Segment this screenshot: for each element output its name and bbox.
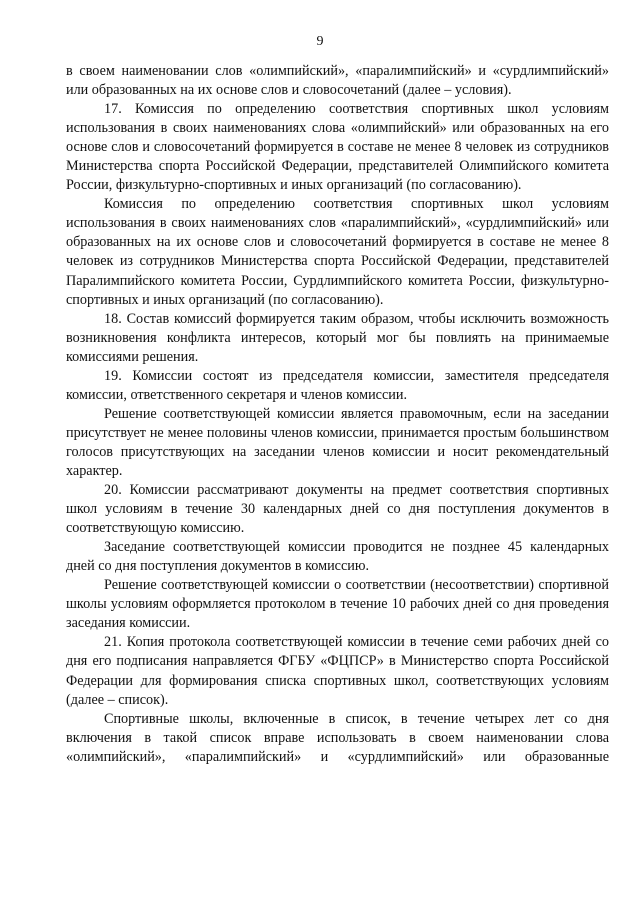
document-body xyxy=(66,62,609,767)
paragraph-4: 18. Состав комиссий формируется таким образом, чтобы исключить возможность возникновения конфликта интересов, который мог бы повлиять на принимаемые комиссиями решения. xyxy=(66,310,609,365)
paragraph-2: 17. Комиссия по определению соответствия спортивных школ условиям использования в своих наименованиях слова «олимпийский» или образованных на его основе слов и словосочетаний формируется в составе не менее 8 человек из сотрудников Министерства спорта Российской Федерации, представителей Олимпийского комитета России, физкультурно-спортивных и иных организаций (по согласованию). xyxy=(66,101,609,194)
paragraph-7: 20. Комиссии рассматривают документы на предмет соответствия спортивных школ условиям в течение 30 календарных дней со дня поступления документов в соответствующую комиссию. xyxy=(66,482,609,537)
paragraph-10: 21. Копия протокола соответствующей комиссии в течение семи рабочих дней со дня его подписания направляется ФГБУ «ФЦПСР» в Министерство спорта Российской Федерации для формирования списка спортивных школ, соответствующих условиям (далее – список). xyxy=(66,634,609,708)
paragraph-6: Решение соответствующей комиссии является правомочным, если на заседании присутствует не менее половины членов комиссии, принимается простым большинством голосов присутствующих на заседании членов комиссии и носит рекомендательный характер. xyxy=(66,405,609,479)
paragraph-5: 19. Комиссии состоят из председателя комиссии, заместителя председателя комиссии, ответственного секретаря и членов комиссии. xyxy=(66,367,609,403)
paragraph-1: в своем наименовании слов «олимпийский», «паралимпийский» и «сурдлимпийский» или образованных на их основе слов и словосочетаний (далее – условия). xyxy=(66,63,609,99)
paragraph-3: Комиссия по определению соответствия спортивных школ условиям использования в своих наименованиях слов «паралимпийский», «сурдлимпийский» или образованных на их основе слов и словосочетаний формируется в составе не менее 8 человек из сотрудников Министерства спорта Российской Федерации, представителей Паралимпийского комитета России, Сурдлимпийского комитета России, физкультурно-спортивных и иных организаций (по согласованию). xyxy=(66,196,609,308)
page-number: 9 xyxy=(316,34,324,49)
paragraph-9: Решение соответствующей комиссии о соответствии (несоответствии) спортивной школы условиям оформляется протоколом в течение 10 рабочих дней со дня проведения заседания комиссии. xyxy=(66,577,609,632)
paragraph-11: Спортивные школы, включенные в список, в течение четырех лет со дня включения в такой список вправе использовать в своем наименовании слова «олимпийский», «паралимпийский» и «сурдлимпийский» или образованные xyxy=(66,710,609,765)
paragraph-8: Заседание соответствующей комиссии проводится не позднее 45 календарных дней со дня поступления документов в комиссию. xyxy=(66,539,609,575)
